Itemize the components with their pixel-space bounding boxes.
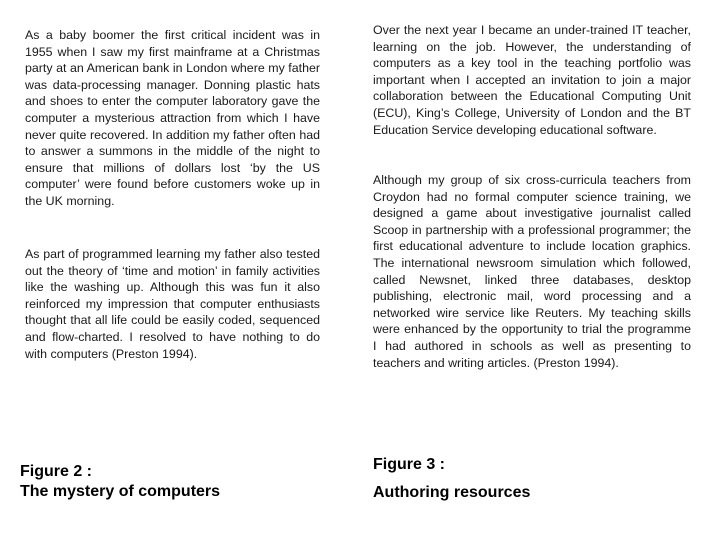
figure-3-title: Authoring resources xyxy=(373,484,531,501)
right-paragraph-2: Although my group of six cross-curricula teachers from Croydon had no formal computer science training, we designed a game about investigative journalist called Scoop in partnership with a professional programmer; the first educational adventure to include location graphics. The international newsroom simulation which followed, called Newsnet, linked three databases, desktop publishing, electronic mail, word processing and a networked wire service like Reuters. My teaching skills were enhanced by the opportunity to trial the programme I had authored in schools as well as presenting to teachers and writing articles. (Preston 1994). xyxy=(373,173,691,370)
left-paragraph-1: As a baby boomer the first critical incident was in 1955 when I saw my first mainframe at a Christmas party at an American bank in London where my father was data-processing manager. Donning plastic hats and shoes to enter the computer laboratory gave the computer a mysterious attraction from which I have never quite recovered. In addition my father often had to answer a summons in the middle of the night to ensure that millions of dollars lost ‘by the US computer’ were found before customers woke up in the UK morning. xyxy=(25,28,320,208)
figure-2-label: Figure 2 : xyxy=(20,463,93,480)
right-paragraph-1: Over the next year I became an under-trained IT teacher, learning on the job. However, the understanding of computers as a key tool in the teaching portfolio was important when I accepted an invitation to join a major collaboration between the Educational Computing Unit (ECU), King’s College, University of London and the BT Education Service developing educational software. xyxy=(373,23,691,137)
left-paragraph-2: As part of programmed learning my father also tested out the theory of ‘time and motion’ in family activities like the washing up. Although this was fun it also reinforced my impression that computer enthusiasts thought that all life could be easily coded, sequenced and flow-charted. I resolved to have nothing to do with computers (Preston 1994). xyxy=(25,247,320,361)
figure-2-title: The mystery of computers xyxy=(20,483,221,500)
figure-3-label: Figure 3 : xyxy=(373,456,446,473)
